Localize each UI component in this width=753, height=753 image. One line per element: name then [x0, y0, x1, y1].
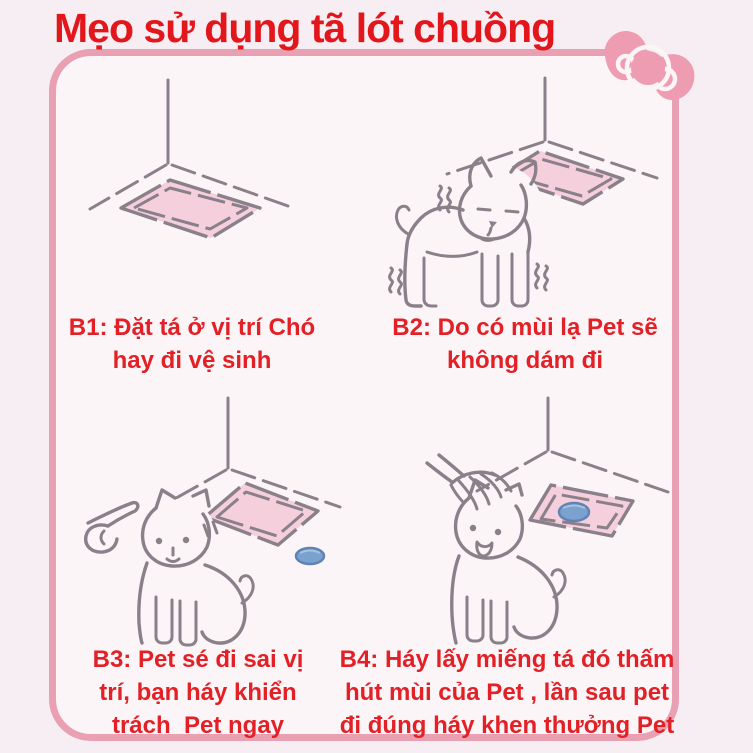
page-title: Mẹo sử dụng tã lót chuồng [54, 5, 556, 51]
wall-corner-lines [477, 398, 668, 492]
caption-line: hay đi vệ sinh [112, 347, 272, 374]
caption-step-b4 [335, 643, 679, 742]
illustration-b4-petting-dog [385, 395, 715, 645]
caption-line: B2: Do có mùi lạ Pet sẽ [392, 314, 658, 341]
caption-line: B1: Đặt tá ở vị trí Chó [68, 314, 316, 341]
illustration-b3-scolding-dog [60, 395, 380, 645]
caption-line: trí, bạn háy khiển [99, 679, 297, 706]
dog-standing [396, 158, 543, 312]
caption-step-b2 [385, 311, 665, 377]
caption-line: hút mùi của Pet , lần sau pet [344, 679, 670, 706]
caption-step-b1 [52, 311, 332, 377]
illustration-b1-pad-in-corner [60, 58, 380, 310]
illustration-b2-dog-trembling [385, 58, 685, 315]
caption-line: đi đúng háy khen thưởng Pet [339, 712, 675, 739]
caption-line: B3: Pet sé đi sai vị [92, 646, 304, 673]
caption-line: B4: Háy lấy miếng tá đó thấm [339, 646, 675, 673]
caption-line: không dám đi [447, 347, 603, 374]
pointing-hand-icon [86, 503, 138, 552]
caption-line: trách Pet ngay [111, 712, 285, 739]
caption-step-b3 [58, 643, 338, 742]
